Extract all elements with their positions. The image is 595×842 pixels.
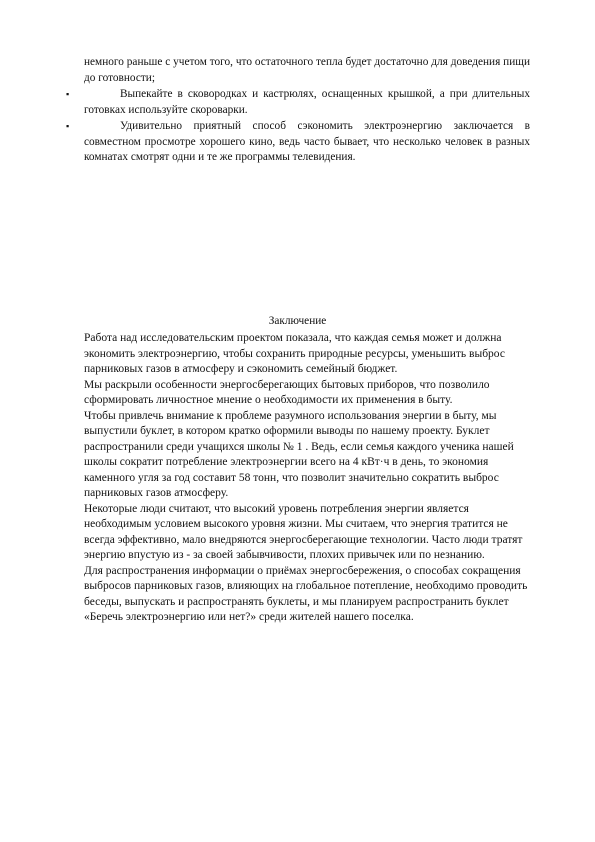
conclusion-paragraph: Работа над исследовательским проектом показала, что каждая семья может и должна экономить электроэнергию, чтобы сохранить природные ресурсы, уменьшить выброс парниковых газов в атмосферу и сэкономить семейный бюджет. [84,332,505,375]
list-item [66,119,530,166]
conclusion-paragraph: Для распространения информации о приёмах энергосбережения, о способах сокращения выбросов парниковых газов, влияющих на глобальное потепление, необходимо проводить беседы, выпускать и распространять буклеты, и мы планируем распространить буклет «Беречь электроэнергию или нет?» среди жителей нашего поселка. [84,564,528,623]
conclusion-paragraph: Некоторые люди считают, что высокий уровень потребления энергии является необходимым условием высокого уровня жизни. Мы считаем, что энергия тратится не всегда эффективно, мало внедряются энергосберегающие технологии. Часто люди тратят энергию впустую из - за своей забывчивости, плохих привычек или по незнанию. [84,502,523,561]
conclusion-paragraph: Чтобы привлечь внимание к проблеме разумного использования энергии в быту, мы выпустили буклет, в котором кратко оформили выводы по нашему проекту. Буклет распространили среди учащихся школы № 1 . Ведь, если семья каждого ученика нашей школы сократит потребление электроэнергии всего на 4 кВт·ч в день, то экономия каменного угля за год составит 58 тонн, что позволит значительно сократить выброс парниковых газов атмосферу. [84,409,514,499]
conclusion-body [84,331,536,626]
list-item-text: Выпекайте в сковородках и кастрюлях, оснащенных крышкой, а при длительных готовках используйте скороварки. [84,88,530,116]
list-continuation-text: немного раньше с учетом того, что остаточного тепла будет достаточно для доведения пищи до готовности; [84,56,530,84]
square-bullet-icon: ▪ [66,89,70,99]
list-item [66,87,530,118]
conclusion-paragraph: Мы раскрыли особенности энергосберегающих бытовых приборов, что позволило сформировать личностное мнение о необходимости их применения в быту. [84,378,490,406]
conclusion-heading: Заключение [268,315,327,327]
energy-tips-list [66,55,530,166]
square-bullet-icon: ▪ [66,121,70,131]
list-item-text: Удивительно приятный способ сэкономить электроэнергию заключается в совместном просмотре хорошего кино, ведь часто бывает, что несколько человек в разных комнатах смотрят одни и те же программы телевидения. [84,120,530,163]
